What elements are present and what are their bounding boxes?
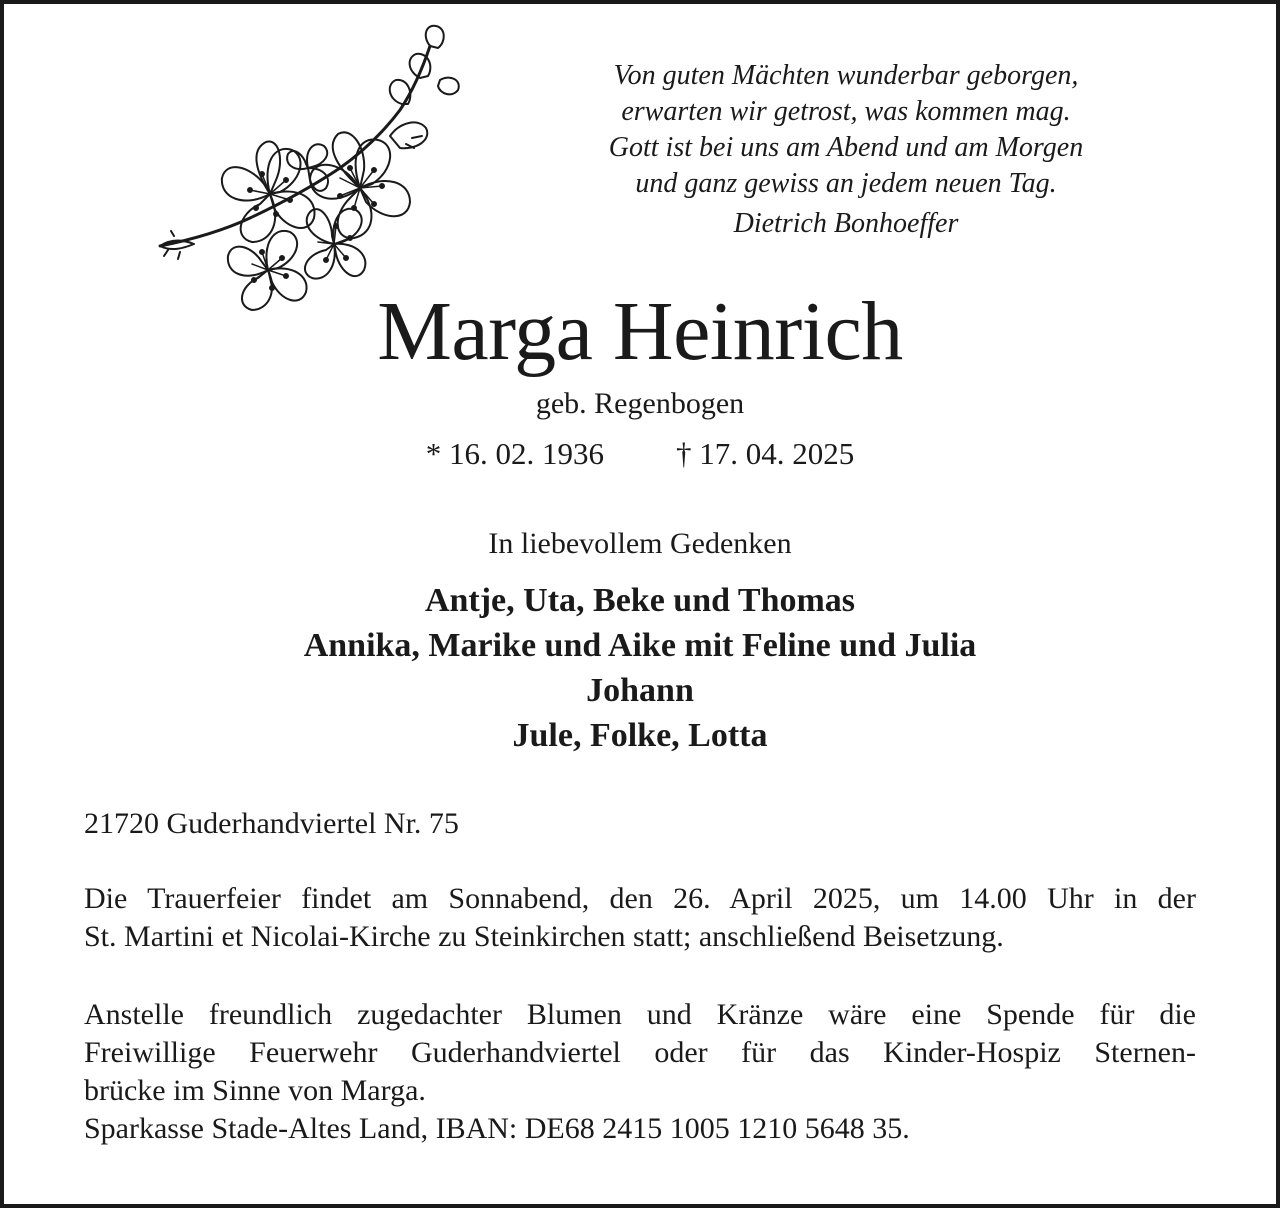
cherry-blossom-icon — [150, 18, 470, 313]
life-dates — [0, 434, 1280, 474]
service-line: St. Martini et Nicolai-Kirche zu Steinkirchen statt; anschließend Beisetzung. — [84, 920, 1004, 953]
donation-line: brücke im Sinne von Marga. — [84, 1074, 426, 1107]
poem-line: Von guten Mächten wunderbar geborgen, — [613, 60, 1079, 91]
service-line: Die Trauerfeier findet am Sonnabend, den 26. April 2025, um 14.00 Uhr in der — [84, 882, 1196, 915]
death-date: † 17. 04. 2025 — [676, 436, 855, 471]
donation-line: Anstelle freundlich zugedachter Blumen und Kränze wäre eine Spende für die — [84, 998, 1196, 1031]
donation-info — [84, 996, 1196, 1148]
bank-details: Sparkasse Stade-Altes Land, IBAN: DE68 2415 1005 1210 5648 35. — [84, 1112, 910, 1145]
funeral-service-info — [84, 880, 1196, 956]
deceased-name: Marga Heinrich — [377, 285, 903, 378]
poem-line: und ganz gewiss an jedem neuen Tag. — [635, 168, 1057, 199]
poem-line: erwarten wir getrost, was kommen mag. — [621, 96, 1071, 127]
donation-line: Freiwillige Feuerwehr Guderhandviertel oder für das Kinder-Hospiz Sternen- — [84, 1036, 1196, 1069]
mourners-line: Antje, Uta, Beke und Thomas — [424, 582, 856, 619]
birth-date: * 16. 02. 1936 — [425, 436, 604, 471]
mourners-list — [0, 578, 1280, 758]
poem-author: Dietrich Bonhoeffer — [733, 208, 959, 239]
memorial-phrase: In liebevollem Gedenken — [488, 527, 792, 560]
bonhoeffer-poem — [560, 58, 1132, 242]
mourners-line: Jule, Folke, Lotta — [512, 717, 768, 754]
poem-line: Gott ist bei uns am Abend und am Morgen — [608, 132, 1084, 163]
mourners-line: Annika, Marike und Aike mit Feline und Julia — [303, 627, 977, 664]
maiden-name: geb. Regenbogen — [535, 387, 745, 420]
family-address: 21720 Guderhandviertel Nr. 75 — [84, 807, 459, 840]
mourners-line: Johann — [586, 672, 694, 709]
